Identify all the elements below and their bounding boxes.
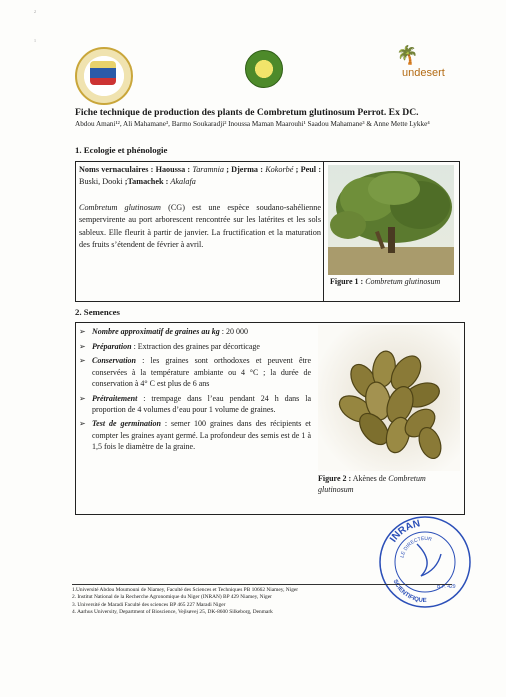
arrow-icon: ➢	[79, 327, 86, 336]
names-label-3: ; Peul :	[295, 165, 322, 174]
figure2-label: Figure 2 :	[318, 474, 352, 483]
signature-mark	[417, 544, 441, 576]
stamp-top-text: INRAN	[388, 518, 422, 545]
section1-box	[75, 161, 460, 302]
preparation-label: Préparation	[92, 341, 132, 351]
footnotes	[72, 584, 452, 616]
section2-heading: 2. Semences	[75, 307, 120, 317]
name-tamachek: Akalafa	[170, 177, 196, 187]
germination-label: Test de germination	[92, 419, 161, 429]
species-name: Combretum glutinosum	[79, 203, 161, 212]
species-description-text: (CG) est une espèce soudano-sahélienne sempervirente au port arborescent rencontrée sur les latérites et les sols sableux. Elle fleurit à partir de janvier. La fructification et la maturation des fruits s’étendent de février à avril.	[79, 203, 321, 250]
footnote-2: 2. Institut National de la Recherche Agronomique du Niger (INRAN) BP 429 Niamey, Niger	[72, 594, 272, 601]
conservation-label: Conservation	[92, 356, 137, 366]
undesert-logo	[386, 45, 458, 85]
arrow-icon: ➢	[79, 393, 86, 403]
conservation-text: : les graines sont orthodoxes et peuvent être conservées à la température ambiante ou 4 °C ; la durée de conservation à 4° C est plus de 6 ans	[92, 356, 311, 388]
page-mark-side: 1	[34, 38, 36, 43]
seed-info-list	[79, 326, 311, 456]
list-item	[79, 418, 311, 452]
figure2-species: Combretum glutinosum	[318, 474, 426, 494]
seeds-photo	[318, 325, 460, 471]
names-label-4: ;Tamachek :	[124, 177, 169, 187]
vernacular-names	[79, 164, 321, 189]
name-haoussa: Taramnia	[192, 165, 224, 174]
section1-heading: 1. Ecologie et phénologie	[75, 145, 168, 155]
document-title: Fiche technique de production des plants de Combretum glutinosum Perrot. Ex DC.	[75, 107, 419, 118]
pretreatment-label: Prétraitement	[92, 393, 138, 403]
arrow-icon: ➢	[79, 419, 86, 429]
tree-photo	[328, 165, 454, 275]
germination-text: : semer 100 graines dans des récipients et compter les graines ayant germé. La profondeur des semis est de 1 à 1,5 fois le diamètre de la graine.	[92, 419, 312, 451]
section1-text-cell	[76, 162, 324, 301]
names-label-2: ; Djerma :	[226, 165, 263, 174]
figure1-species: Combretum glutinosum	[365, 277, 441, 286]
arrow-icon: ➢	[79, 341, 86, 351]
footnote-3: 3. Université de Maradi Faculté des sciences BP 465 227 Maradi Niger	[72, 601, 226, 608]
figure2-caption	[318, 473, 460, 495]
figure2-text: Akènes de	[351, 474, 389, 483]
university-logo	[75, 47, 133, 105]
list-item	[79, 326, 311, 337]
figure1-label: Figure 1 :	[330, 277, 364, 286]
page-mark-top: 2	[34, 9, 36, 14]
footnote-1: 1.Université Abdou Moumouni de Niamey, Faculté des Sciences et Techniques PB 10662 Niamey, Niger	[72, 587, 299, 593]
list-item	[79, 393, 311, 415]
figure1-caption	[330, 277, 456, 287]
seed-count-value: : 20 000	[219, 327, 249, 336]
inran-logo	[245, 50, 283, 88]
stamp-inner-text: LE DIRECTEUR	[399, 535, 433, 559]
names-label-1: Noms vernaculaires : Haoussa :	[79, 165, 191, 174]
arrow-icon: ➢	[79, 356, 86, 366]
name-djerma: Kokorbé	[265, 165, 294, 174]
authors: Abdou Amani¹², Ali Mahamane³, Barmo Soukaradji² Inoussa Maman Maarouhi¹ Saadou Mahamane³ & Anne Mette Lykke⁴	[75, 120, 430, 128]
stamp-bp-text: B.P. 429	[437, 584, 456, 590]
list-item	[79, 355, 311, 389]
section2-box	[75, 322, 465, 515]
list-item	[79, 341, 311, 352]
preparation-text: : Extraction des graines par décorticage	[131, 341, 260, 351]
footnote-4: 4. Aarhus University, Department of Bioscience, Vejlsøvej 25, DK-8600 Silkeborg, Denmark	[72, 608, 273, 615]
species-description	[79, 202, 321, 252]
name-peul: Buski, Dooki	[79, 177, 123, 187]
tree-icon: 🌴	[396, 45, 419, 65]
stamp-bottom-text: SCIENTIFIQUE	[391, 578, 427, 605]
undesert-logo-text: undesert	[402, 67, 445, 79]
pretreatment-text: : trempage dans l’eau pendant 24 h dans la proportion de 4 volumes d’eau pour 1 volume de graines.	[92, 393, 311, 414]
seed-count-label: Nombre approximatif de graines au kg	[92, 327, 220, 336]
